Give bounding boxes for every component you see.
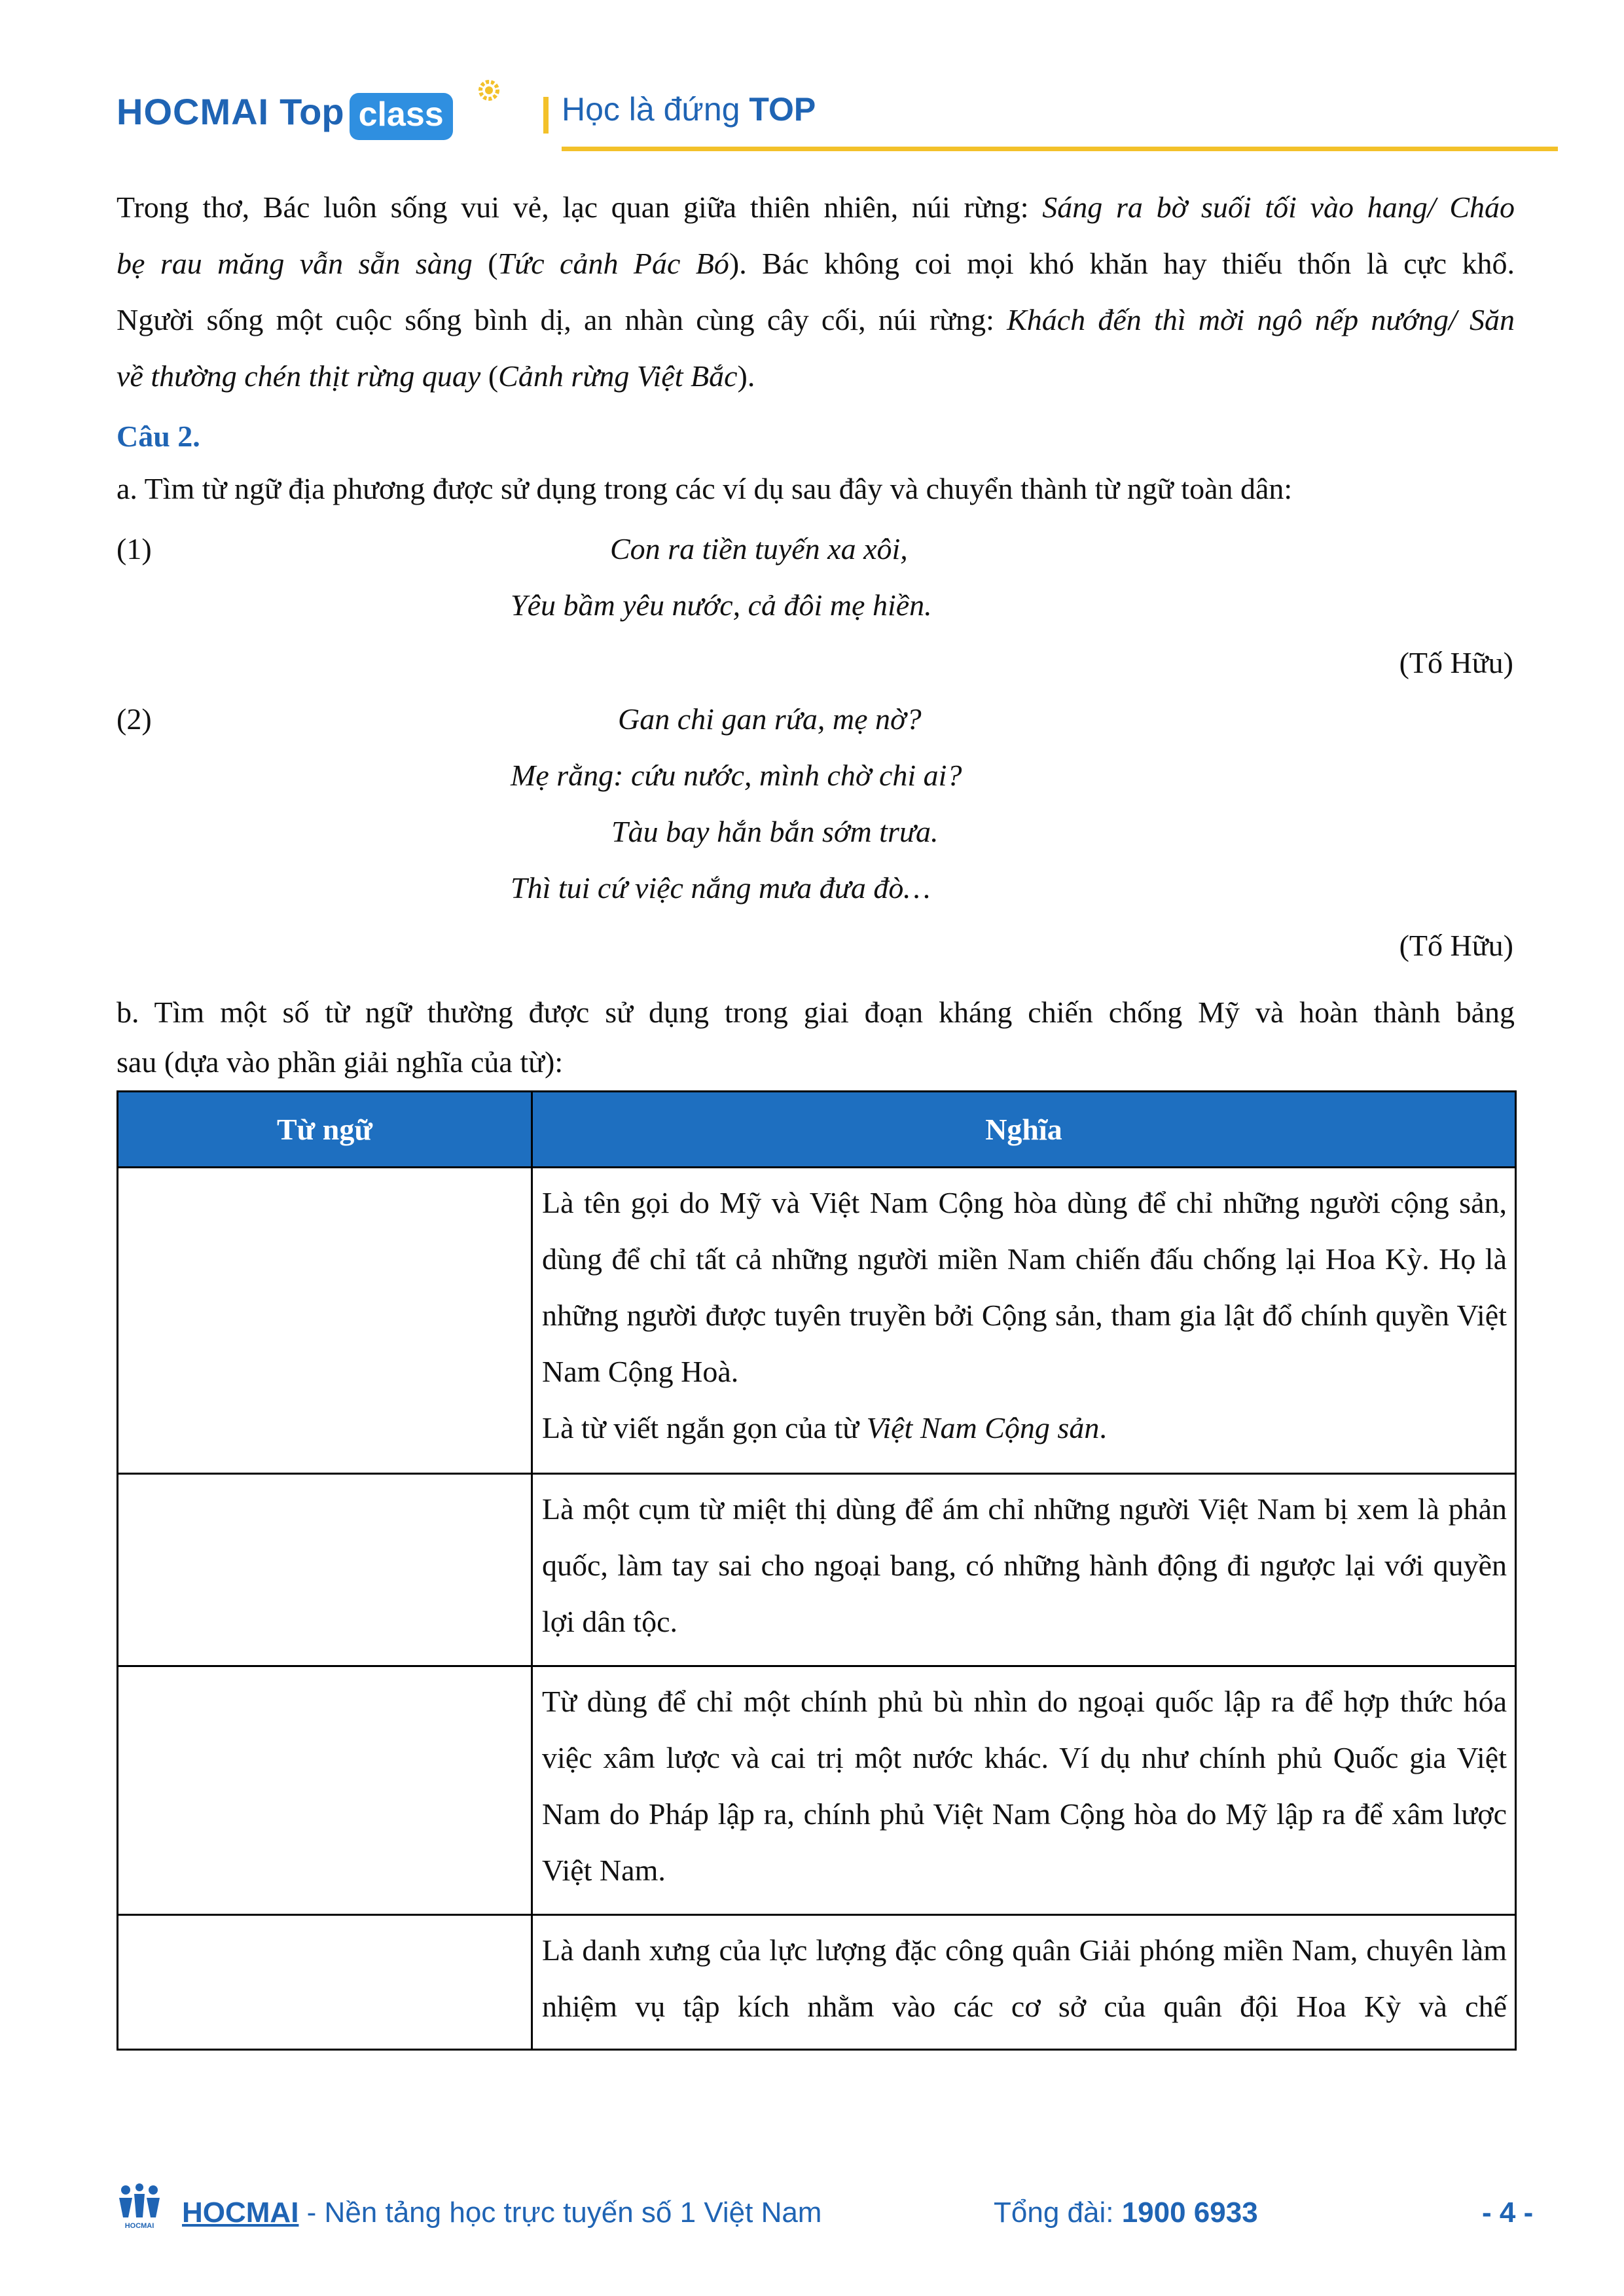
slogan-bold: TOP <box>749 91 816 128</box>
intro-line-3: Người sống một cuộc sống bình dị, an nhàn cùng cây cối, núi rừng: Khách đến thì mời ngô nếp nướng/ Săn <box>117 303 1515 336</box>
part-b-instruction-2: sau (dựa vào phần giải nghĩa của từ): <box>117 1045 564 1079</box>
footer-brand-link[interactable]: HOCMAI <box>182 2197 299 2229</box>
example-2-verse-3: Tàu bay hắn bắn sớm trưa. <box>611 815 939 848</box>
table-header-row <box>118 1092 1516 1168</box>
footer-hotline: Tổng đài: 1900 6933 <box>994 2197 1258 2229</box>
header-underline <box>562 147 1558 151</box>
meaning-cell: Là tên gọi do Mỹ và Việt Nam Cộng hòa dùng để chỉ những người cộng sản, dùng để chỉ tất cả những người miền Nam chiến đấu chống lại Hoa Kỳ. Họ là những người được tuyên truyền bởi Cộng sản, tham gia lật đổ chính quyền Việt Nam Cộng Hoà. Là từ viết ngắn gọn của từ Việt Nam Cộng sản. <box>532 1168 1516 1474</box>
header-meaning: Nghĩa <box>532 1092 1516 1168</box>
logo-top: Top <box>280 90 344 132</box>
intro-line-2: bẹ rau măng vẫn sẵn sàng (Tức cảnh Pác Bó). Bác không coi mọi khó khăn hay thiếu thốn là cực khổ. <box>117 247 1515 280</box>
footer-tagline: HOCMAI - Nền tảng học trực tuyến số 1 Việt Nam <box>182 2197 822 2229</box>
term-cell[interactable] <box>118 1474 532 1666</box>
header-term: Từ ngữ <box>118 1092 532 1168</box>
part-a-instruction: a. Tìm từ ngữ địa phương được sử dụng trong các ví dụ sau đây và chuyển thành từ ngữ toàn dân: <box>117 472 1293 505</box>
example-2-verse-4: Thì tui cứ việc nắng mưa đưa đò… <box>511 871 931 905</box>
term-cell[interactable] <box>118 1168 532 1474</box>
example-1-author: (Tố Hữu) <box>1399 646 1513 679</box>
example-2-verse-1: Gan chi gan rứa, mẹ nờ? <box>618 702 922 736</box>
meaning-cell: Là danh xưng của lực lượng đặc công quân Giải phóng miền Nam, chuyên làm nhiệm vụ tập kích nhằm vào các cơ sở của quân đội Hoa Kỳ và chế <box>532 1915 1516 2050</box>
header-divider <box>543 97 549 134</box>
example-2-verse-2: Mẹ rằng: cứu nước, mình chờ chi ai? <box>511 759 962 792</box>
intro-line-1: Trong thơ, Bác luôn sống vui vẻ, lạc quan giữa thiên nhiên, núi rừng: Sáng ra bờ suối tối vào hang/ Cháo <box>117 190 1515 224</box>
meaning-cell: Là một cụm từ miệt thị dùng để ám chỉ những người Việt Nam bị xem là phản quốc, làm tay sai cho ngoại bang, có những hành động đi ngược lại với quyền lợi dân tộc. <box>532 1474 1516 1666</box>
meaning-cell: Từ dùng để chỉ một chính phủ bù nhìn do ngoại quốc lập ra để hợp thức hóa việc xâm lược và cai trị một nước khác. Ví dụ như chính phủ Quốc gia Việt Nam do Pháp lập ra, chính phủ Việt Nam Cộng hòa do Mỹ lập ra để xâm lược Việt Nam. <box>532 1666 1516 1915</box>
logo-brand: HOCMAI <box>117 90 270 132</box>
svg-text:HOCMAI: HOCMAI <box>124 2222 154 2230</box>
part-b-instruction-1: b. Tìm một số từ ngữ thường được sử dụng trong giai đoạn kháng chiến chống Mỹ và hoàn thành bảng <box>117 996 1515 1029</box>
page-number: - 4 - <box>1482 2197 1534 2229</box>
vocabulary-table <box>117 1090 1517 2051</box>
table-row <box>118 1474 1516 1666</box>
intro-line-4: về thường chén thịt rừng quay (Cảnh rừng Việt Bắc). <box>117 359 755 393</box>
gear-icon <box>475 76 503 105</box>
logo-class: class <box>350 93 453 140</box>
example-1-number: (1) <box>117 532 152 565</box>
hotline-number: 1900 6933 <box>1121 2197 1258 2229</box>
slogan-text: Học là đứng <box>562 91 749 128</box>
term-cell[interactable] <box>118 1666 532 1915</box>
example-1-verse-2: Yêu bầm yêu nước, cả đôi mẹ hiền. <box>511 588 932 622</box>
table-row <box>118 1666 1516 1915</box>
term-cell[interactable] <box>118 1915 532 2050</box>
example-2-author: (Tố Hữu) <box>1399 929 1513 962</box>
question-title: Câu 2. <box>117 420 200 453</box>
hocmai-topclass-logo <box>117 81 453 141</box>
meaning-italic: Việt Nam Cộng sản <box>866 1411 1100 1444</box>
meaning-text: Là tên gọi do Mỹ và Việt Nam Cộng hòa dùng để chỉ những người cộng sản, dùng để chỉ tất cả những người miền Nam chiến đấu chống lại Hoa Kỳ. Họ là những người được tuyên truyền bởi Cộng sản, tham gia lật đổ chính quyền Việt Nam Cộng Hoà. <box>542 1186 1507 1388</box>
table-row <box>118 1168 1516 1474</box>
header-slogan <box>562 90 816 128</box>
hocmai-people-icon <box>117 2183 162 2231</box>
table-row <box>118 1915 1516 2050</box>
meaning-text-2: Là từ viết ngắn gọn của từ <box>542 1411 867 1444</box>
example-2-number: (2) <box>117 702 152 736</box>
example-1-verse-1: Con ra tiền tuyến xa xôi, <box>610 532 908 565</box>
